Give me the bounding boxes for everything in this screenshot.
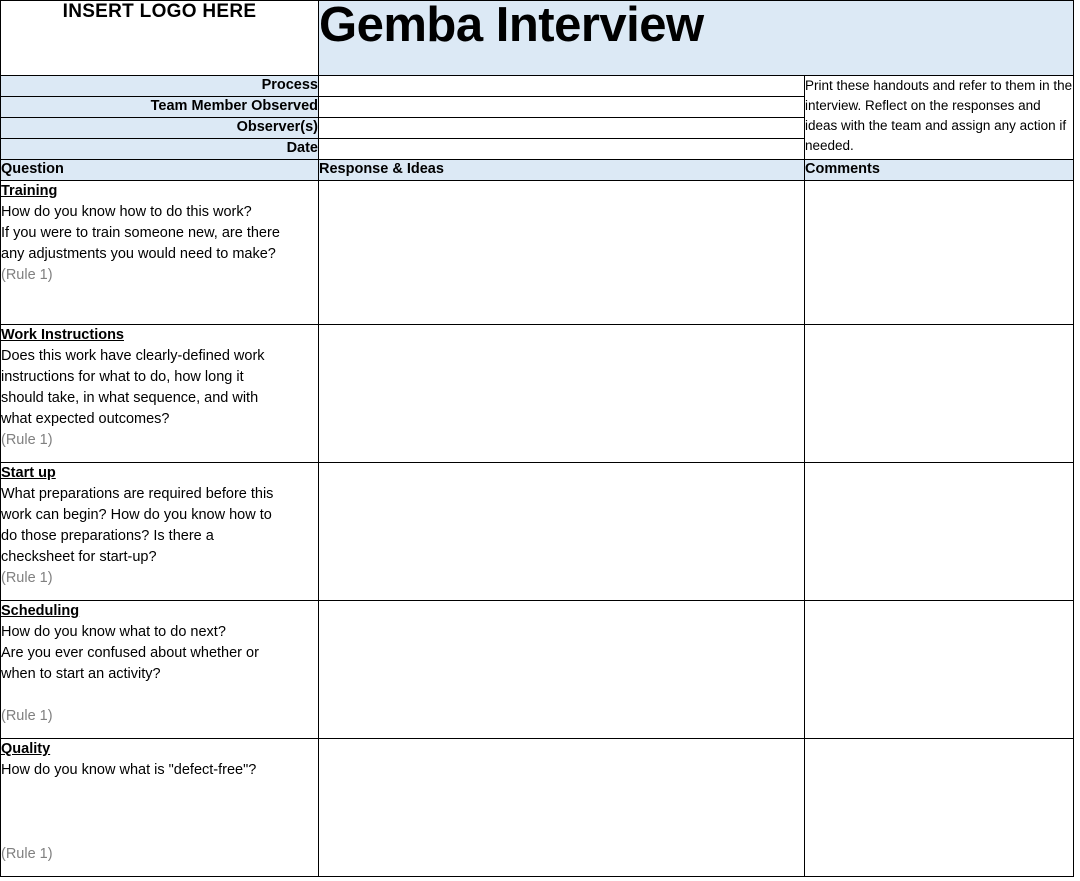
question-line: What preparations are required before this: [1, 486, 274, 502]
question-line: How do you know how to do this work?: [1, 204, 252, 220]
question-line: when to start an activity?: [1, 666, 161, 682]
question-cell-training: [1, 181, 319, 325]
question-title: Work Instructions: [1, 327, 124, 343]
comment-cell-quality[interactable]: [805, 739, 1074, 877]
question-line-spacer: [1, 781, 318, 802]
question-line: do those preparations? Is there a: [1, 528, 214, 544]
question-line: Does this work have clearly-defined work: [1, 348, 265, 364]
question-line: instructions for what to do, how long it: [1, 369, 244, 385]
question-line: If you were to train someone new, are there: [1, 225, 280, 241]
question-line: should take, in what sequence, and with: [1, 390, 259, 406]
response-cell-work-instructions[interactable]: [319, 325, 805, 463]
question-line: any adjustments you would need to make?: [1, 246, 276, 262]
comment-cell-training[interactable]: [805, 181, 1074, 325]
question-line-spacer: [1, 685, 318, 706]
question-row-start-up: [1, 463, 1074, 601]
question-row-training: [1, 181, 1074, 325]
meta-input-team-member-observed[interactable]: [319, 97, 805, 118]
meta-label-team-member-observed: Team Member Observed: [1, 97, 319, 118]
response-cell-quality[interactable]: [319, 739, 805, 877]
question-line: work can begin? How do you know how to: [1, 507, 272, 523]
question-line: How do you know what to do next?: [1, 624, 226, 640]
question-row-quality: [1, 739, 1074, 877]
question-rule: (Rule 1): [1, 708, 53, 724]
question-cell-scheduling: [1, 601, 319, 739]
meta-input-process[interactable]: [319, 76, 805, 97]
question-row-work-instructions: [1, 325, 1074, 463]
instructions-note: Print these handouts and refer to them in the interview. Reflect on the responses and ideas with the team and assign any action if needed.: [805, 76, 1074, 160]
page-title: [319, 1, 1074, 76]
column-header-response: Response & Ideas: [319, 160, 805, 181]
question-title: Quality: [1, 741, 51, 757]
column-header-row: [1, 160, 1074, 181]
comment-cell-start-up[interactable]: [805, 463, 1074, 601]
comment-cell-scheduling[interactable]: [805, 601, 1074, 739]
meta-row-process: [1, 76, 1074, 97]
question-cell-start-up: [1, 463, 319, 601]
question-title: Start up: [1, 465, 56, 481]
question-line-spacer: [1, 823, 318, 844]
logo-placeholder: INSERT LOGO HERE: [1, 1, 319, 76]
response-cell-training[interactable]: [319, 181, 805, 325]
column-header-question: Question: [1, 160, 319, 181]
column-header-comments: Comments: [805, 160, 1074, 181]
question-title: Training: [1, 183, 58, 199]
question-line-spacer: [1, 802, 318, 823]
question-rule: (Rule 1): [1, 570, 53, 586]
question-rule: (Rule 1): [1, 432, 53, 448]
meta-label-date: Date: [1, 139, 319, 160]
title-row: [1, 1, 1074, 76]
meta-input-observers[interactable]: [319, 118, 805, 139]
response-cell-start-up[interactable]: [319, 463, 805, 601]
question-cell-work-instructions: [1, 325, 319, 463]
question-row-scheduling: [1, 601, 1074, 739]
page-title-text: Gemba Interview: [319, 0, 704, 52]
question-line: checksheet for start-up?: [1, 549, 157, 565]
meta-label-process: Process: [1, 76, 319, 97]
question-line: what expected outcomes?: [1, 411, 170, 427]
question-rule: (Rule 1): [1, 267, 53, 283]
meta-input-date[interactable]: [319, 139, 805, 160]
question-rule: (Rule 1): [1, 846, 53, 862]
question-cell-quality: [1, 739, 319, 877]
response-cell-scheduling[interactable]: [319, 601, 805, 739]
question-line: How do you know what is "defect-free"?: [1, 762, 257, 778]
question-line: Are you ever confused about whether or: [1, 645, 259, 661]
comment-cell-work-instructions[interactable]: [805, 325, 1074, 463]
meta-label-observers: Observer(s): [1, 118, 319, 139]
question-title: Scheduling: [1, 603, 80, 619]
